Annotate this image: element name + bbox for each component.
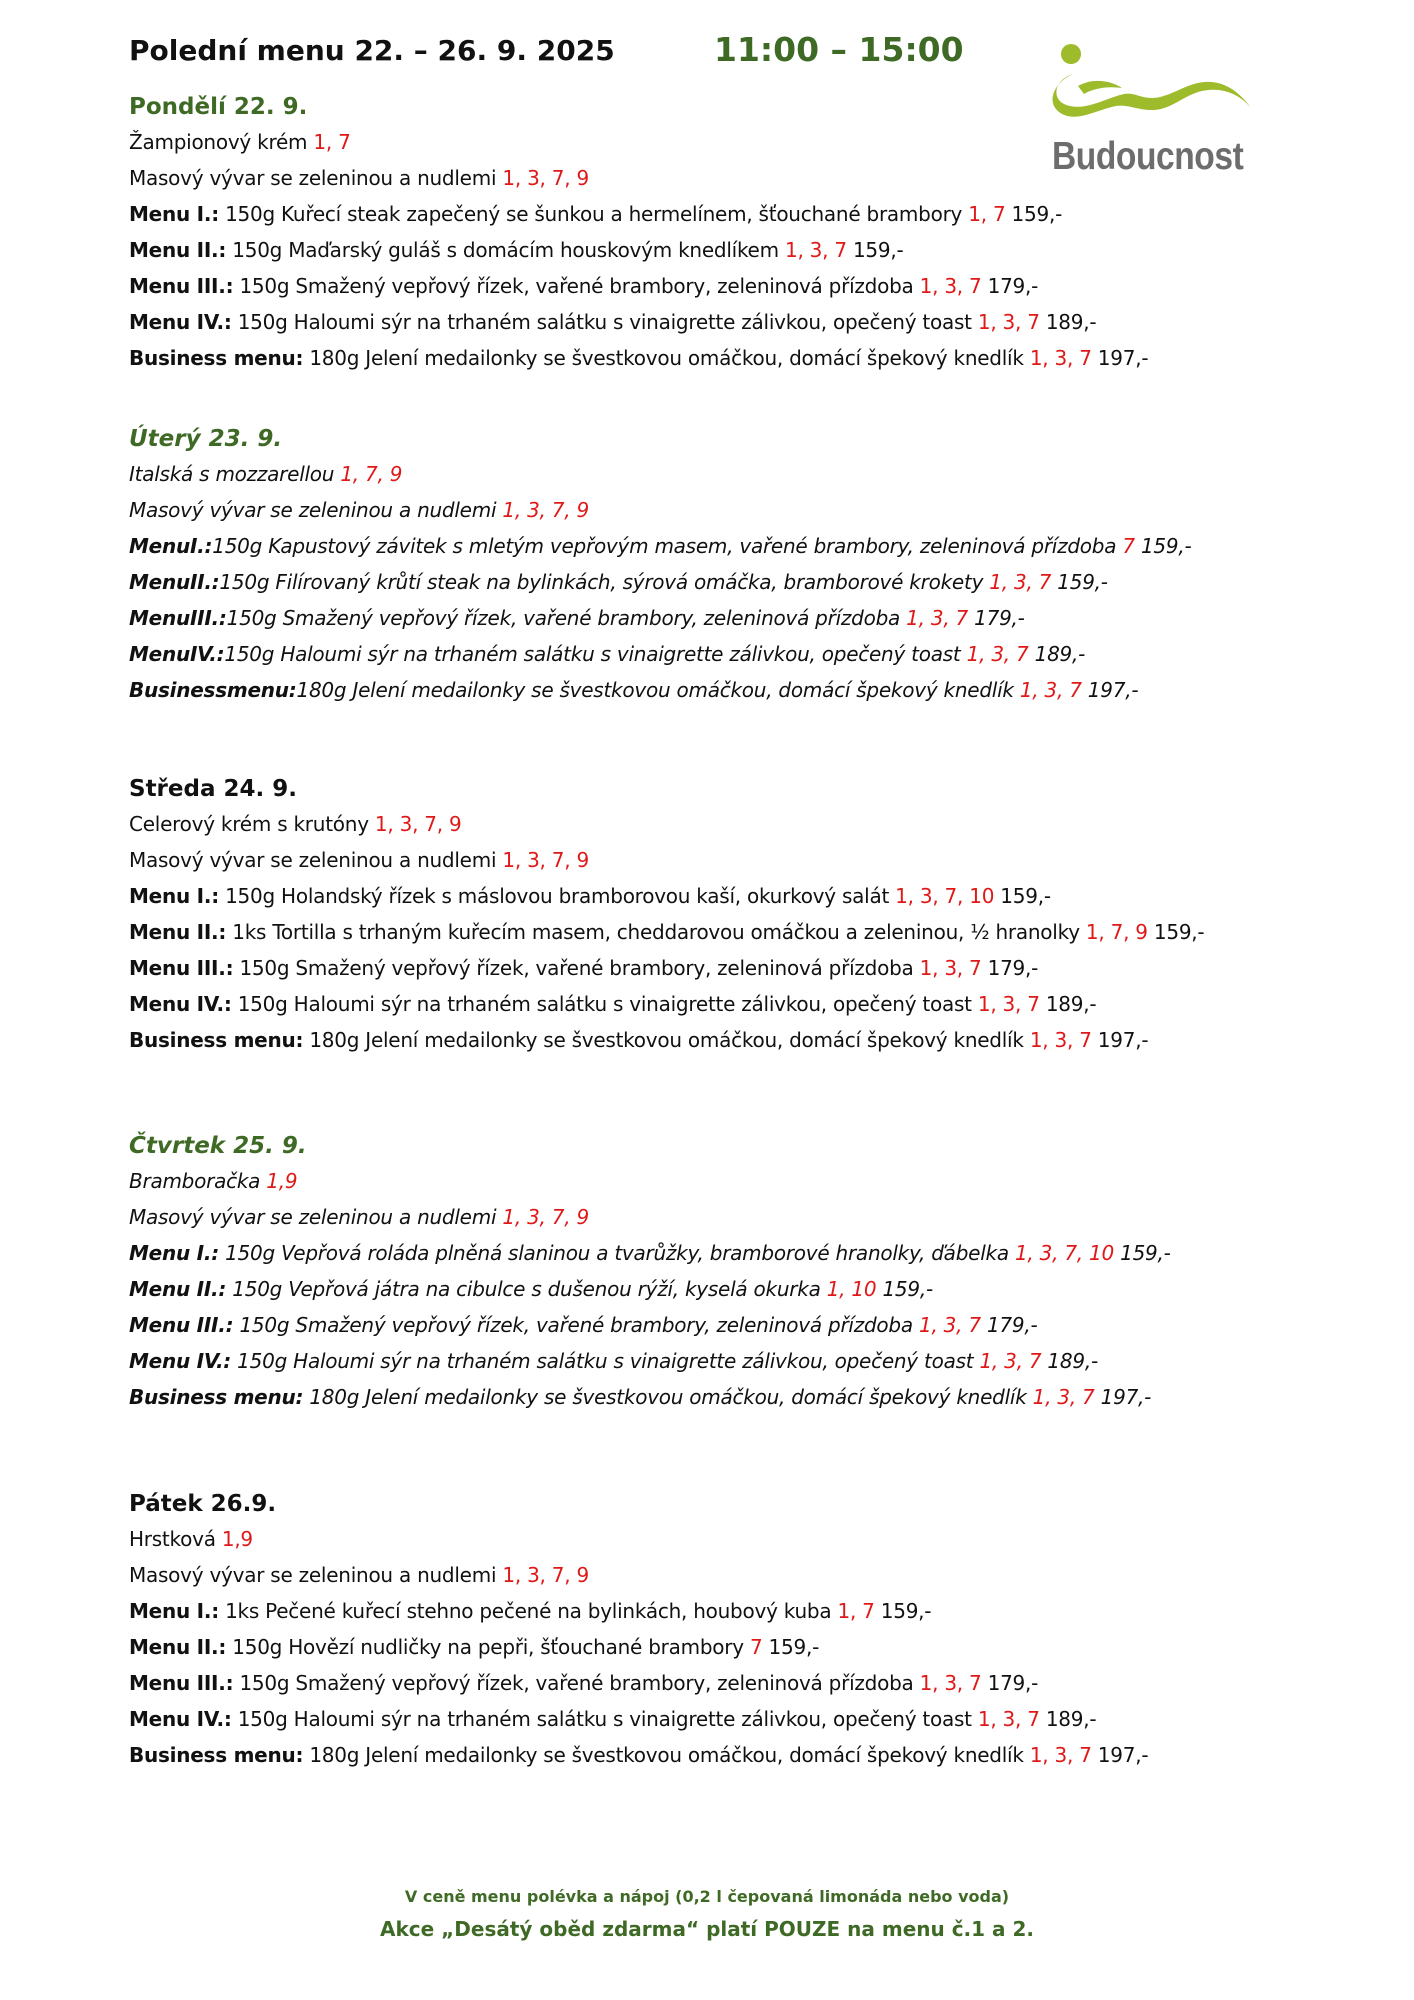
- day-friday: [129, 1489, 1329, 1773]
- menu-line: Menu IV.: 150g Haloumi sýr na trhaném salátku s vinaigrette zálivkou, opečený toast 1, 3, 7 189,-: [129, 992, 1097, 1016]
- menu-label: Menu IV.:: [129, 1349, 232, 1373]
- allergens: 1, 7: [968, 202, 1006, 226]
- price: 189,-: [1045, 310, 1097, 334]
- menu-label: Menu I.:: [129, 884, 219, 908]
- allergens: 1, 7: [837, 1599, 875, 1623]
- menu-label: Menu II.:: [129, 1277, 227, 1301]
- soup-line: Masový vývar se zeleninou a nudlemi 1, 3, 7, 9: [129, 1205, 589, 1229]
- price: 159,-: [1140, 534, 1192, 558]
- menu-line: Menu II.: 150g Vepřová játra na cibulce s dušenou rýží, kyselá okurka 1, 10 159,-: [129, 1277, 933, 1301]
- allergens: 1, 3, 7: [977, 1707, 1040, 1731]
- soup-line: Masový vývar se zeleninou a nudlemi 1, 3, 7, 9: [129, 848, 589, 872]
- menu-line: Business menu: 180g Jelení medailonky se švestkovou omáčkou, domácí špekový knedlík 1, 3, 7 197,-: [129, 346, 1149, 370]
- allergens: 1, 3, 7, 9: [502, 166, 589, 190]
- menu-line: Menu III.: 150g Smažený vepřový řízek, vařené brambory, zeleninová přízdoba 1, 3, 7 179,-: [129, 274, 1039, 298]
- soup-line: Hrstková 1,9: [129, 1527, 253, 1551]
- allergens: 1, 3, 7: [977, 310, 1040, 334]
- allergens: 1, 3, 7, 10: [895, 884, 995, 908]
- soup-line: Celerový krém s krutóny 1, 3, 7, 9: [129, 812, 462, 836]
- menu-line: Menu IV.: 150g Haloumi sýr na trhaném salátku s vinaigrette zálivkou, opečený toast 1, 3, 7 189,-: [129, 1707, 1097, 1731]
- price: 197,-: [1097, 1743, 1149, 1767]
- menu-label: Businessmenu:: [129, 678, 297, 702]
- menu-label: Business menu:: [129, 1028, 304, 1052]
- day-heading: Středa 24. 9.: [129, 776, 297, 802]
- menu-label: Business menu:: [129, 1385, 304, 1409]
- menu-line: Businessmenu:180g Jelení medailonky se švestkovou omáčkou, domácí špekový knedlík 1, 3, 7 197,-: [129, 678, 1139, 702]
- price: 159,-: [1000, 884, 1051, 908]
- allergens: 1, 3, 7: [919, 956, 982, 980]
- allergens: 1, 3, 7: [1032, 1385, 1095, 1409]
- allergens: 1, 3, 7: [918, 1313, 981, 1337]
- price: 179,-: [974, 606, 1025, 630]
- price: 159,-: [768, 1635, 820, 1659]
- soup-line: Masový vývar se zeleninou a nudlemi 1, 3, 7, 9: [129, 1563, 589, 1587]
- menu-line: Menu I.: 150g Vepřová roláda plněná slaninou a tvarůžky, bramborové hranolky, ďábelka 1, 3, 7, 10 159,-: [129, 1241, 1171, 1265]
- menu-line: Business menu: 180g Jelení medailonky se švestkovou omáčkou, domácí špekový knedlík 1, 3, 7 197,-: [129, 1743, 1149, 1767]
- menu-line: MenuI.:150g Kapustový závitek s mletým vepřovým masem, vařené brambory, zeleninová přízdoba 7 159,-: [129, 534, 1192, 558]
- soup-line: Masový vývar se zeleninou a nudlemi 1, 3, 7, 9: [129, 498, 589, 522]
- allergens: 1, 3, 7, 9: [502, 1563, 589, 1587]
- price: 159,-: [1057, 570, 1108, 594]
- menu-label: Menu I.:: [129, 202, 219, 226]
- menu-label: Menu III.:: [129, 1671, 234, 1695]
- menu-label: MenuI.:: [129, 534, 213, 558]
- allergens: 1, 7, 9: [340, 462, 403, 486]
- menu-line: Menu II.: 1ks Tortilla s trhaným kuřecím masem, cheddarovou omáčkou a zeleninou, ½ hranolky 1, 7, 9 159,-: [129, 920, 1205, 944]
- menu-label: MenuIV.:: [129, 642, 225, 666]
- day-heading: Úterý 23. 9.: [129, 426, 283, 452]
- allergens: 1, 7: [313, 130, 351, 154]
- allergens: 1,9: [266, 1169, 298, 1193]
- day-heading: Čtvrtek 25. 9.: [129, 1133, 307, 1159]
- allergens: 1, 3, 7: [919, 274, 982, 298]
- menu-label: Menu IV.:: [129, 310, 232, 334]
- allergens: 1, 3, 7, 9: [502, 1205, 589, 1229]
- day-wednesday: [129, 774, 1329, 1058]
- price: 189,-: [1034, 642, 1086, 666]
- menu-line: Business menu: 180g Jelení medailonky se švestkovou omáčkou, domácí špekový knedlík 1, 3, 7 197,-: [129, 1028, 1149, 1052]
- day-tuesday: [129, 424, 1329, 708]
- day-heading: Pátek 26.9.: [129, 1491, 277, 1517]
- price: 159,-: [1153, 920, 1205, 944]
- price: 179,-: [987, 274, 1039, 298]
- menu-label: Menu II.:: [129, 238, 227, 262]
- price: 189,-: [1045, 1707, 1097, 1731]
- soup-line: Žampionový krém 1, 7: [129, 130, 351, 154]
- menu-line: MenuII.:150g Filírovaný krůtí steak na bylinkách, sýrová omáčka, bramborové krokety 1, 3, 7 159,-: [129, 570, 1108, 594]
- footer-note: V ceně menu polévka a nápoj (0,2 l čepovaná limonáda nebo voda): [404, 1887, 1010, 1906]
- logo-text: Budoucnost: [1052, 135, 1244, 178]
- menu-label: Menu III.:: [129, 274, 234, 298]
- allergens: 1, 3, 7, 9: [374, 812, 462, 836]
- allergens: 7: [1122, 534, 1135, 558]
- allergens: 1, 3, 7: [1029, 346, 1092, 370]
- menu-line: Menu II.: 150g Hovězí nudličky na pepři, šťouchané brambory 7 159,-: [129, 1635, 820, 1659]
- price: 197,-: [1097, 346, 1149, 370]
- menu-label: Menu II.:: [129, 1635, 227, 1659]
- day-heading: Pondělí 22. 9.: [129, 94, 308, 120]
- allergens: 1, 3, 7: [977, 992, 1040, 1016]
- menu-line: Menu III.: 150g Smažený vepřový řízek, vařené brambory, zeleninová přízdoba 1, 3, 7 179,-: [129, 1313, 1038, 1337]
- menu-label: Menu III.:: [129, 956, 234, 980]
- page-title: Polední menu 22. – 26. 9. 2025: [129, 34, 615, 67]
- price: 189,-: [1047, 1349, 1098, 1373]
- allergens: 1, 10: [826, 1277, 877, 1301]
- menu-label: Menu III.:: [129, 1313, 234, 1337]
- price: 159,-: [882, 1277, 933, 1301]
- menu-label: Menu II.:: [129, 920, 227, 944]
- allergens: 1, 3, 7: [966, 642, 1029, 666]
- price: 197,-: [1097, 1028, 1149, 1052]
- allergens: 1, 3, 7: [979, 1349, 1042, 1373]
- price: 197,-: [1100, 1385, 1152, 1409]
- price: 179,-: [986, 1313, 1038, 1337]
- allergens: 1, 7, 9: [1085, 920, 1148, 944]
- soup-line: Bramboračka 1,9: [129, 1169, 298, 1193]
- price: 159,-: [1011, 202, 1063, 226]
- price: 179,-: [987, 956, 1039, 980]
- soup-line: Masový vývar se zeleninou a nudlemi 1, 3, 7, 9: [129, 166, 589, 190]
- price: 197,-: [1087, 678, 1139, 702]
- price: 159,-: [1120, 1241, 1171, 1265]
- menu-line: Menu I.: 150g Holandský řízek s máslovou bramborovou kaší, okurkový salát 1, 3, 7, 10 159,-: [129, 884, 1051, 908]
- menu-label: Business menu:: [129, 346, 304, 370]
- menu-label: MenuIII.:: [129, 606, 227, 630]
- menu-line: Menu II.: 150g Maďarský guláš s domácím houskovým knedlíkem 1, 3, 7 159,-: [129, 238, 904, 262]
- soup-line: Italská s mozzarellou 1, 7, 9: [129, 462, 403, 486]
- allergens: 1, 3, 7, 9: [502, 498, 589, 522]
- menu-label: Menu IV.:: [129, 992, 232, 1016]
- menu-line: Menu III.: 150g Smažený vepřový řízek, vařené brambory, zeleninová přízdoba 1, 3, 7 179,-: [129, 1671, 1039, 1695]
- price: 159,-: [852, 238, 904, 262]
- day-monday: [129, 92, 1329, 376]
- menu-label: Business menu:: [129, 1743, 304, 1767]
- allergens: 1, 3, 7: [784, 238, 847, 262]
- allergens: 7: [749, 1635, 763, 1659]
- menu-line: Menu I.: 1ks Pečené kuřecí stehno pečené na bylinkách, houbový kuba 1, 7 159,-: [129, 1599, 932, 1623]
- allergens: 1,9: [221, 1527, 253, 1551]
- menu-line: MenuIII.:150g Smažený vepřový řízek, vařené brambory, zeleninová přízdoba 1, 3, 7 179,-: [129, 606, 1025, 630]
- allergens: 1, 3, 7, 9: [502, 848, 589, 872]
- allergens: 1, 3, 7: [1029, 1743, 1092, 1767]
- allergens: 1, 3, 7: [1019, 678, 1082, 702]
- price: 189,-: [1045, 992, 1097, 1016]
- allergens: 1, 3, 7: [1029, 1028, 1092, 1052]
- menu-label: Menu I.:: [129, 1241, 219, 1265]
- menu-label: Menu I.:: [129, 1599, 219, 1623]
- menu-label: Menu IV.:: [129, 1707, 232, 1731]
- menu-line: Menu I.: 150g Kuřecí steak zapečený se šunkou a hermelínem, šťouchané brambory 1, 7 159,-: [129, 202, 1063, 226]
- allergens: 1, 3, 7: [906, 606, 969, 630]
- price: 159,-: [880, 1599, 932, 1623]
- menu-line: Menu IV.: 150g Haloumi sýr na trhaném salátku s vinaigrette zálivkou, opečený toast 1, 3, 7 189,-: [129, 1349, 1098, 1373]
- day-thursday: [129, 1131, 1329, 1415]
- menu-label: MenuII.:: [129, 570, 220, 594]
- opening-hours: 11:00 – 15:00: [714, 30, 964, 69]
- menu-line: MenuIV.:150g Haloumi sýr na trhaném salátku s vinaigrette zálivkou, opečený toast 1, 3, 7 189,-: [129, 642, 1086, 666]
- allergens: 1, 3, 7: [919, 1671, 982, 1695]
- allergens: 1, 3, 7, 10: [1014, 1241, 1114, 1265]
- allergens: 1, 3, 7: [989, 570, 1052, 594]
- menu-line: Menu III.: 150g Smažený vepřový řízek, vařené brambory, zeleninová přízdoba 1, 3, 7 179,-: [129, 956, 1039, 980]
- footer-promo: Akce „Desátý oběd zdarma“ platí POUZE na menu č.1 a 2.: [379, 1917, 1034, 1941]
- menu-line: Menu IV.: 150g Haloumi sýr na trhaném salátku s vinaigrette zálivkou, opečený toast 1, 3, 7 189,-: [129, 310, 1097, 334]
- price: 179,-: [987, 1671, 1039, 1695]
- menu-line: Business menu: 180g Jelení medailonky se švestkovou omáčkou, domácí špekový knedlík 1, 3, 7 197,-: [129, 1385, 1152, 1409]
